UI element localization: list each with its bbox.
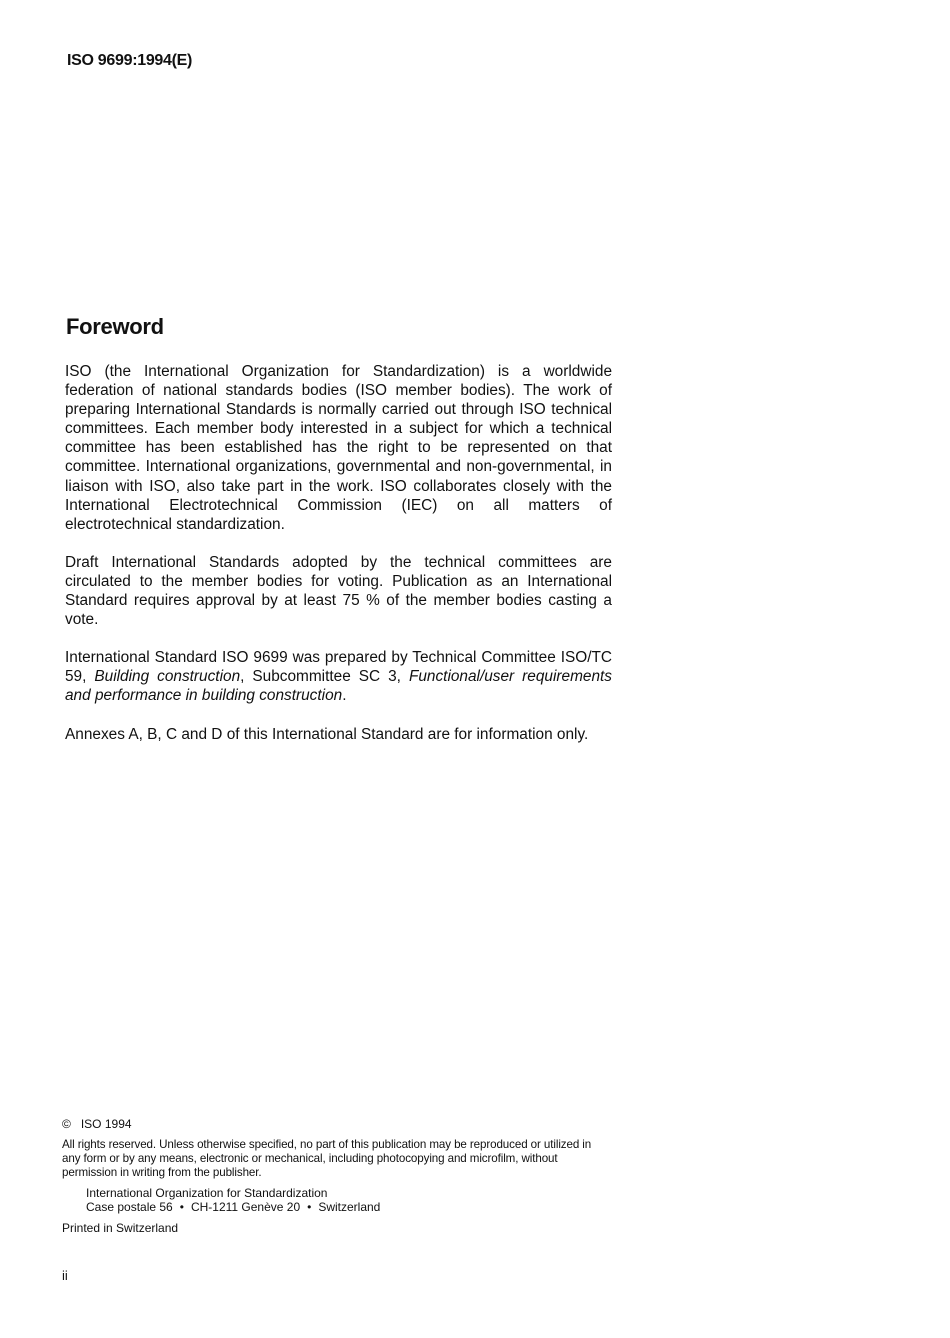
address-box: Case postale 56 bbox=[86, 1200, 173, 1214]
page-number: ii bbox=[62, 1268, 68, 1283]
copyright-text: ISO 1994 bbox=[80, 1117, 132, 1131]
bullet-2: • bbox=[307, 1200, 312, 1214]
rights-notice: All rights reserved. Unless otherwise specified, no part of this publication may be reproduced or utilized in any form or by any means, electronic or mechanical, including photocopying and microfilm, without permission in writing from the publisher. bbox=[62, 1138, 592, 1179]
foreword-heading: Foreword bbox=[66, 314, 164, 339]
paragraph-3-text-b: , Subcommittee SC 3, bbox=[240, 668, 409, 686]
foreword-body bbox=[65, 362, 612, 763]
paragraph-2: Draft International Standards adopted by the technical committees are circulated to the member bodies for voting. Publication as an International Standard requires approval by at least 75 % of the member bodies casting a vote. bbox=[65, 553, 612, 629]
bullet-1: • bbox=[179, 1200, 184, 1214]
postal-address bbox=[86, 1200, 380, 1214]
document-id: ISO 9699:1994(E) bbox=[67, 52, 193, 69]
subcommittee-name: Functional/user requirements and performance in building construction bbox=[65, 668, 612, 705]
paragraph-3-text-a: International Standard ISO 9699 was prepared by Technical Committee ISO/TC 59, bbox=[65, 649, 612, 686]
address-country: Switzerland bbox=[318, 1200, 381, 1214]
organization-name: International Organization for Standardization bbox=[86, 1186, 328, 1200]
paragraph-1: ISO (the International Organization for Standardization) is a worldwide federation of national standards bodies (ISO member bodies). The work of preparing International Standards is normally carried out through ISO technical committees. Each member body interested in a subject for which a technical committee has been established has the right to be represented on that committee. International organizations, governmental and non-governmental, in liaison with ISO, also take part in the work. ISO collaborates closely with the International Electrotechnical Commission (IEC) on all matters of electrotechnical standardization. bbox=[65, 363, 612, 533]
committee-name: Building construction bbox=[94, 668, 241, 686]
copyright-symbol: © bbox=[62, 1117, 71, 1131]
publisher-address bbox=[86, 1186, 380, 1214]
paragraph-3-text-c: . bbox=[342, 687, 347, 705]
address-city: CH-1211 Genève 20 bbox=[190, 1200, 301, 1214]
paragraph-3 bbox=[65, 648, 612, 705]
printed-in: Printed in Switzerland bbox=[62, 1221, 179, 1235]
paragraph-4: Annexes A, B, C and D of this International Standard are for information only. bbox=[65, 725, 589, 743]
copyright-line bbox=[62, 1117, 132, 1131]
